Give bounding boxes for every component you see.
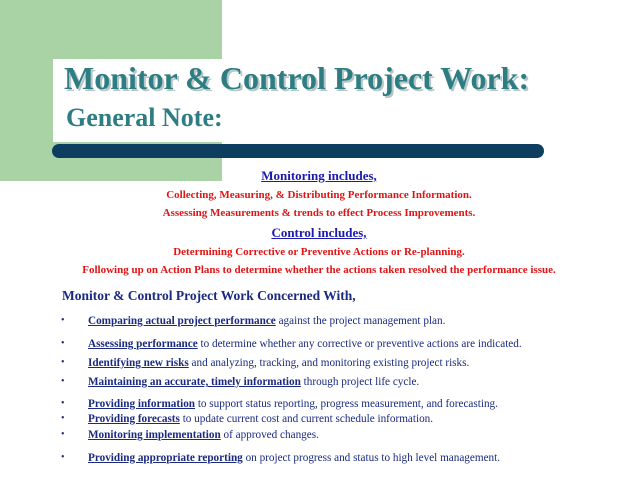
list-item <box>0 452 638 468</box>
item-link[interactable]: Providing forecasts <box>88 413 180 425</box>
bullet-icon: • <box>61 357 65 368</box>
item-description: to determine whether any corrective or preventive actions are indicated. <box>197 338 522 350</box>
bullet-icon: • <box>61 413 65 424</box>
control-header: Control includes, <box>271 225 367 240</box>
slide-subtitle: General Note: <box>66 103 223 132</box>
control-line: Following up on Action Plans to determine whether the actions taken resolved the performance issue. <box>82 264 556 276</box>
item-description: against the project management plan. <box>275 315 446 327</box>
monitoring-line: Assessing Measurements & trends to effect Process Improvements. <box>162 207 476 219</box>
item-link[interactable]: Assessing performance <box>88 338 198 350</box>
item-description: to support status reporting, progress measurement, and forecasting. <box>195 398 498 410</box>
list-item <box>0 338 638 354</box>
item-link[interactable]: Comparing actual project performance <box>88 315 276 327</box>
control-line: Determining Corrective or Preventive Actions or Re-planning. <box>173 246 465 258</box>
bullet-icon: • <box>61 398 65 409</box>
item-description: through project life cycle. <box>300 376 420 388</box>
item-description: to update current cost and current schedule information. <box>179 413 434 425</box>
item-link[interactable]: Providing appropriate reporting <box>88 452 243 464</box>
bullet-icon: • <box>61 429 65 440</box>
list-item <box>0 315 638 331</box>
list-item <box>0 357 638 373</box>
monitoring-header: Monitoring includes, <box>261 168 377 183</box>
item-description: on project progress and status to high level management. <box>242 452 501 464</box>
bullet-icon: • <box>61 338 65 349</box>
concerned-heading: Monitor & Control Project Work Concerned With, <box>62 288 356 303</box>
item-link[interactable]: Providing information <box>88 398 196 410</box>
list-item <box>0 376 638 392</box>
list-item <box>0 429 638 445</box>
item-description: and analyzing, tracking, and monitoring existing project risks. <box>188 357 470 369</box>
item-link[interactable]: Identifying new risks <box>88 357 189 369</box>
item-link[interactable]: Monitoring implementation <box>88 429 221 441</box>
bullet-icon: • <box>61 452 65 463</box>
bullet-icon: • <box>61 315 65 326</box>
list-item <box>0 398 638 414</box>
monitoring-line: Collecting, Measuring, & Distributing Performance Information. <box>166 189 472 201</box>
slide-title: Monitor & Control Project Work: <box>64 60 530 96</box>
item-link[interactable]: Maintaining an accurate, timely information <box>88 376 301 388</box>
list-item <box>0 413 638 429</box>
item-description: of approved changes. <box>220 429 319 441</box>
bullet-icon: • <box>61 376 65 387</box>
title-divider-bar <box>52 144 544 158</box>
